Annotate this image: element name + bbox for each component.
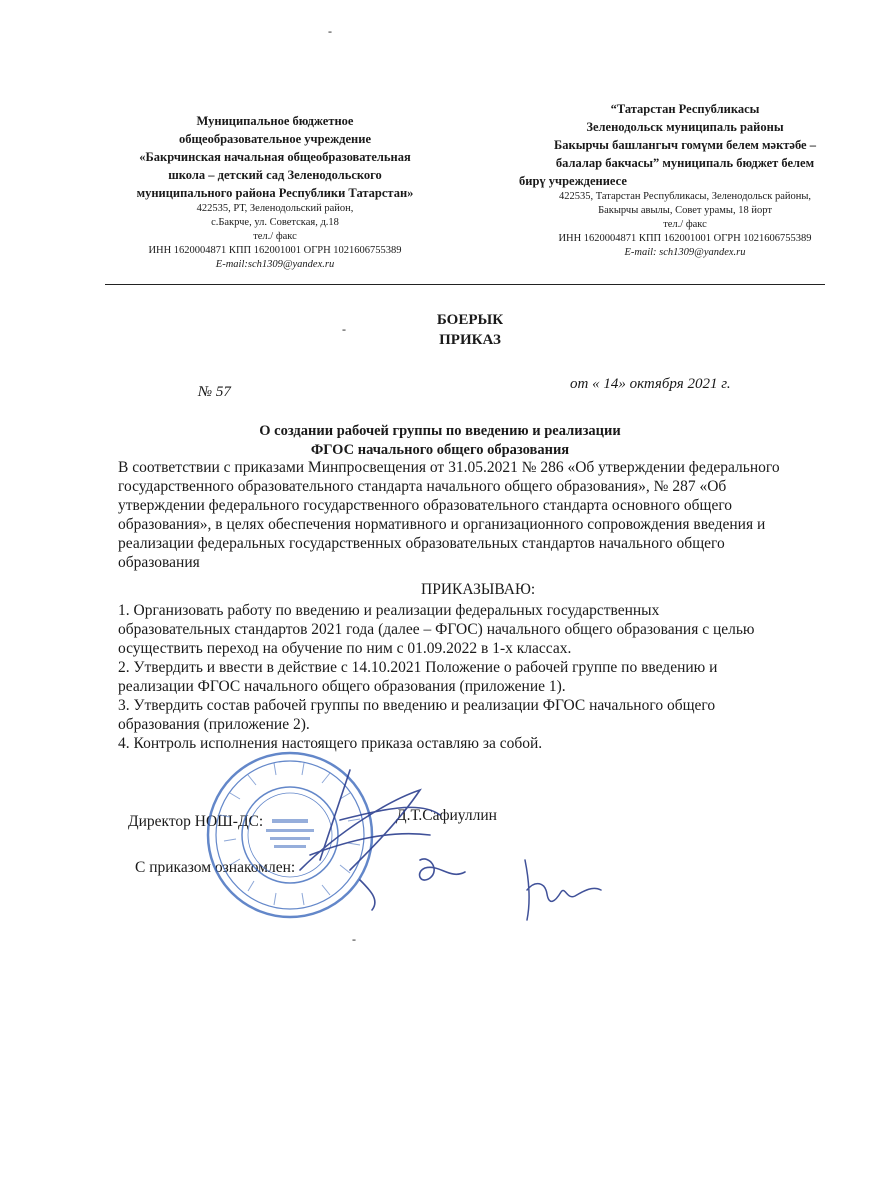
preamble-line: государственного образовательного стандарта начального общего образования», № 287 «Об: [118, 478, 727, 495]
header-left-line: муниципального района Республики Татарстан»: [136, 186, 414, 200]
order-items: [118, 601, 858, 753]
preamble-line: реализации федеральных государственных образовательных стандартов начального общего: [118, 535, 725, 552]
signature-name: Д.Т.Сафиуллин: [396, 807, 497, 824]
preamble-line: образования: [118, 554, 200, 571]
order-item-line: 3. Утвердить состав рабочей группы по введению и реализации ФГОС начального общего: [118, 697, 716, 714]
preamble-line: утверждении федерального государственного образовательного стандарта основного общего: [118, 497, 733, 514]
header-left-phone: тел./ факс: [253, 231, 297, 242]
header-left: [100, 112, 450, 272]
header-left-line: Муниципальное бюджетное: [196, 114, 354, 128]
doc-type: [380, 310, 560, 350]
order-subject: [190, 422, 690, 460]
doc-type-russian: ПРИКАЗ: [439, 332, 501, 348]
scan-mark-bottom: -: [352, 932, 356, 946]
order-item-line: осуществить переход на обучение по ним с 01.09.2022 в 1-х классах.: [118, 640, 572, 657]
order-subject-line: О создании рабочей группы по введению и реализации: [259, 423, 621, 439]
header-left-line: общеобразовательное учреждение: [179, 132, 371, 146]
doc-type-tatar: БОЕРЫК: [436, 312, 504, 328]
header-left-requisites: ИНН 1620004871 КПП 162001001 ОГРН 1021606755389: [148, 245, 402, 256]
order-date: от « 14» октября 2021 г.: [570, 376, 731, 392]
order-item-line: реализации ФГОС начального общего образования (приложение 1).: [118, 678, 566, 695]
header-left-line: школа – детский сад Зеленодольского: [168, 168, 382, 182]
header-right-requisites: ИНН 1620004871 КПП 162001001 ОГРН 1021606755389: [558, 233, 812, 244]
order-item-line: 4. Контроль исполнения настоящего приказа оставляю за собой.: [118, 735, 543, 752]
header-right-line: Зеленодольск муниципаль районы: [586, 120, 784, 134]
order-item-line: образовательных стандартов 2021 года (далее – ФГОС) начального общего образования с целью: [118, 621, 755, 638]
acquainted-label: С приказом ознакомлен:: [135, 859, 296, 876]
preamble: [118, 458, 858, 572]
header-right-phone: тел./ факс: [663, 219, 707, 230]
order-item-line: 2. Утвердить и ввести в действие с 14.10.2021 Положение о рабочей группе по введению и: [118, 659, 718, 676]
header-right-address: Бакырчы авылы, Совет урамы, 18 йорт: [598, 205, 772, 216]
header-right-email: E-mail: sch1309@yandex.ru: [624, 247, 746, 258]
header-left-address: с.Бакрче, ул. Советская, д.18: [211, 217, 339, 228]
order-number: № 57: [198, 384, 231, 400]
order-item-line: образования (приложение 2).: [118, 716, 310, 733]
order-subject-line: ФГОС начального общего образования: [310, 442, 570, 458]
header-right-line: Бакырчы башлангыч гомүми белем мәктәбе –: [554, 138, 816, 152]
header-rule: [105, 284, 825, 285]
signature-position: Директор НОШ-ДС:: [128, 813, 264, 830]
preamble-line: образования», в целях обеспечения нормативного и организационного сопровождения введения и: [118, 516, 766, 533]
order-word: ПРИКАЗЫВАЮ:: [421, 581, 536, 598]
header-right-address: 422535, Татарстан Республикасы, Зеленодольск районы,: [558, 191, 812, 202]
header-right-line: бирү учреждениесе: [519, 174, 627, 188]
order-item-line: 1. Организовать работу по введению и реализации федеральных государственных: [118, 602, 660, 619]
scan-mark-mid: -: [342, 322, 346, 336]
scan-mark-top: -: [328, 24, 332, 38]
header-right: [515, 100, 855, 260]
header-left-address: 422535, РТ, Зеленодольский район,: [196, 203, 354, 214]
preamble-line: В соответствии с приказами Минпросвещения от 31.05.2021 № 286 «Об утверждении федерального: [118, 459, 780, 476]
acquainted-signature: [505, 850, 615, 930]
header-right-line: балалар бакчасы” муниципаль бюджет белем: [555, 156, 815, 170]
header-right-line: “Татарстан Республикасы: [610, 102, 760, 116]
header-left-line: «Бакрчинская начальная общеобразовательная: [139, 150, 411, 164]
header-left-email: E-mail:sch1309@yandex.ru: [215, 259, 335, 270]
